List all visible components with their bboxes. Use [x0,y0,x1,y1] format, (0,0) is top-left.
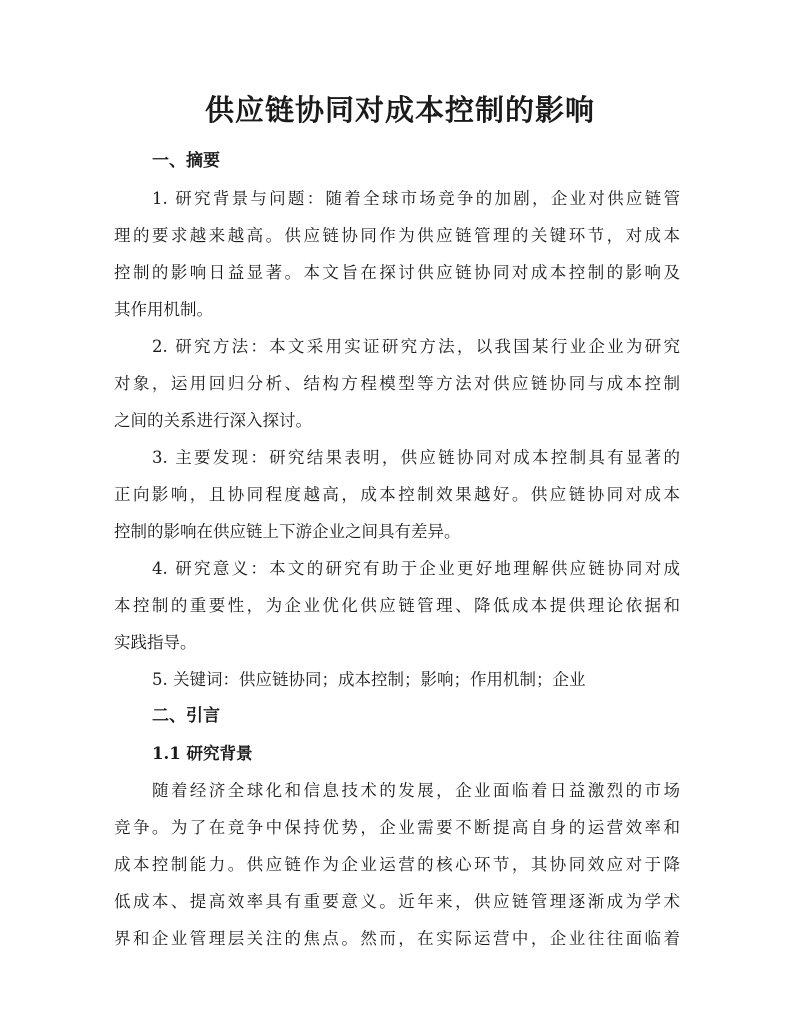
abstract-paragraph-background [114,180,680,328]
document-title: 供应链协同对成本控制的影响 [204,93,595,127]
document-body [114,143,680,957]
text-line: 正向影响，且协同程度越高，成本控制效果越好。供应链协同对成本 [114,485,680,504]
text-line: 4. 研究意义：本文的研究有助于企业更好地理解供应链协同对成 [152,559,680,578]
text-line: 竞争。为了在竞争中保持优势，企业需要不断提高自身的运营效率和 [114,818,680,837]
text-line: 对象，运用回归分析、结构方程模型等方法对供应链协同与成本控制 [114,374,680,393]
text-line: 低成本、提高效率具有重要意义。近年来，供应链管理逐渐成为学术 [114,892,680,911]
text-line: 实践指导。 [114,633,197,652]
text-line: 5. 关键词：供应链协同；成本控制；影响；作用机制；企业 [152,670,586,689]
text-line: 本控制的重要性，为企业优化供应链管理、降低成本提供理论依据和 [114,596,680,615]
text-line: 其作用机制。 [114,300,213,319]
abstract-paragraph-significance [114,550,680,661]
text-line: 理的要求越来越高。供应链协同作为供应链管理的关键环节，对成本 [114,226,680,245]
section-heading-introduction: 二、引言 [152,706,220,726]
text-line: 随着经济全球化和信息技术的发展，企业面临着日益激烈的市场 [152,781,680,800]
text-line: 成本控制能力。供应链作为企业运营的核心环节，其协同效应对于降 [114,855,680,874]
subsection-heading-background: 1.1 研究背景 [152,744,253,763]
text-line: 2. 研究方法：本文采用实证研究方法，以我国某行业企业为研究 [152,337,680,356]
text-line: 控制的影响日益显著。本文旨在探讨供应链协同对成本控制的影响及 [114,263,680,282]
abstract-paragraph-findings [114,439,680,550]
section-heading-abstract: 一、摘要 [152,151,220,171]
introduction-paragraph [114,772,680,957]
text-line: 界和企业管理层关注的焦点。然而，在实际运营中，企业往往面临着 [114,929,680,948]
abstract-paragraph-keywords [114,661,680,698]
text-line: 1. 研究背景与问题：随着全球市场竞争的加剧，企业对供应链管 [152,189,680,208]
text-line: 控制的影响在供应链上下游企业之间具有差异。 [114,522,461,541]
text-line: 之间的关系进行深入探讨。 [114,411,312,430]
text-line: 3. 主要发现：研究结果表明，供应链协同对成本控制具有显著的 [152,448,680,467]
abstract-paragraph-method [114,328,680,439]
